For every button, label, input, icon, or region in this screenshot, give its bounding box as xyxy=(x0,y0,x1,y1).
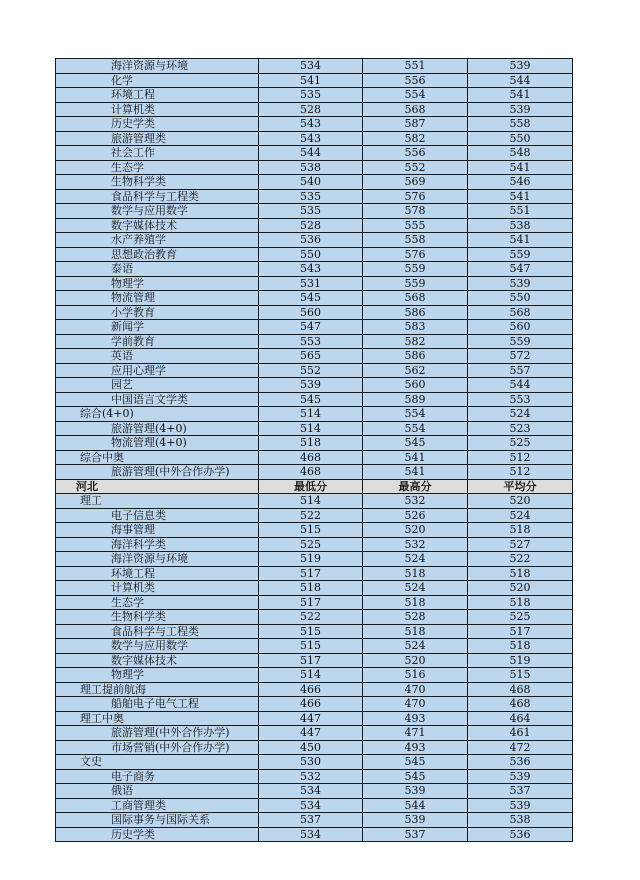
min-score-cell: 547 xyxy=(259,320,363,335)
table-row xyxy=(56,233,573,248)
table-row xyxy=(56,610,573,625)
min-score-cell: 539 xyxy=(259,378,363,393)
table-row xyxy=(56,421,573,436)
avg-score-cell: 536 xyxy=(468,827,573,842)
min-score-cell: 543 xyxy=(259,262,363,277)
major-name-cell: 旅游管理(4+0) xyxy=(56,421,259,436)
max-score-cell: 562 xyxy=(363,363,468,378)
max-score-cell: 560 xyxy=(363,378,468,393)
major-name-cell: 历史学类 xyxy=(56,827,259,842)
max-score-cell: 528 xyxy=(363,610,468,625)
max-score-cell: 532 xyxy=(363,494,468,509)
major-name-cell: 河北 xyxy=(56,479,259,494)
max-score-cell: 524 xyxy=(363,581,468,596)
min-score-cell: 544 xyxy=(259,146,363,161)
min-score-cell: 517 xyxy=(259,653,363,668)
max-score-cell: 558 xyxy=(363,233,468,248)
min-score-cell: 515 xyxy=(259,523,363,538)
avg-score-cell: 538 xyxy=(468,813,573,828)
major-name-cell: 生态学 xyxy=(56,160,259,175)
province-header-row xyxy=(56,479,573,494)
avg-score-cell: 524 xyxy=(468,407,573,422)
avg-score-cell: 546 xyxy=(468,175,573,190)
category-row xyxy=(56,711,573,726)
major-name-cell: 物理学 xyxy=(56,668,259,683)
table-row xyxy=(56,813,573,828)
max-score-cell: 569 xyxy=(363,175,468,190)
major-name-cell: 应用心理学 xyxy=(56,363,259,378)
major-name-cell: 环境工程 xyxy=(56,566,259,581)
avg-score-cell: 468 xyxy=(468,697,573,712)
avg-score-cell: 544 xyxy=(468,378,573,393)
avg-score-cell: 525 xyxy=(468,436,573,451)
max-score-cell: 532 xyxy=(363,537,468,552)
avg-score-cell: 541 xyxy=(468,88,573,103)
avg-score-cell: 538 xyxy=(468,218,573,233)
category-row xyxy=(56,407,573,422)
major-name-cell: 理工中奥 xyxy=(56,711,259,726)
major-name-cell: 生物科学类 xyxy=(56,175,259,190)
max-score-cell: 544 xyxy=(363,798,468,813)
avg-score-cell: 541 xyxy=(468,160,573,175)
min-score-cell: 466 xyxy=(259,682,363,697)
major-name-cell: 社会工作 xyxy=(56,146,259,161)
min-score-cell: 565 xyxy=(259,349,363,364)
table-row xyxy=(56,88,573,103)
min-score-cell: 552 xyxy=(259,363,363,378)
table-row xyxy=(56,117,573,132)
max-score-cell: 520 xyxy=(363,523,468,538)
major-name-cell: 旅游管理(中外合作办学) xyxy=(56,726,259,741)
table-row xyxy=(56,73,573,88)
table-row xyxy=(56,102,573,117)
avg-score-cell: 461 xyxy=(468,726,573,741)
table-row xyxy=(56,624,573,639)
major-name-cell: 食品科学与工程类 xyxy=(56,624,259,639)
max-score-cell: 576 xyxy=(363,189,468,204)
table-row xyxy=(56,146,573,161)
table-row xyxy=(56,697,573,712)
max-score-cell: 559 xyxy=(363,262,468,277)
major-name-cell: 理工 xyxy=(56,494,259,509)
max-score-cell: 518 xyxy=(363,566,468,581)
avg-score-cell: 557 xyxy=(468,363,573,378)
avg-score-cell: 539 xyxy=(468,769,573,784)
min-score-cell: 537 xyxy=(259,813,363,828)
major-name-cell: 学前教育 xyxy=(56,334,259,349)
avg-score-cell: 550 xyxy=(468,131,573,146)
min-score-cell: 447 xyxy=(259,726,363,741)
avg-score-cell: 472 xyxy=(468,740,573,755)
min-score-cell: 553 xyxy=(259,334,363,349)
table-row xyxy=(56,378,573,393)
major-name-cell: 综合(4+0) xyxy=(56,407,259,422)
max-score-cell: 583 xyxy=(363,320,468,335)
max-score-cell: 518 xyxy=(363,595,468,610)
max-score-cell: 552 xyxy=(363,160,468,175)
major-name-cell: 电子商务 xyxy=(56,769,259,784)
max-score-cell: 554 xyxy=(363,421,468,436)
major-name-cell: 海洋资源与环境 xyxy=(56,59,259,74)
major-name-cell: 小学教育 xyxy=(56,305,259,320)
major-name-cell: 旅游管理(中外合作办学) xyxy=(56,465,259,480)
min-score-cell: 519 xyxy=(259,552,363,567)
avg-score-cell: 517 xyxy=(468,624,573,639)
table-row xyxy=(56,508,573,523)
major-name-cell: 环境工程 xyxy=(56,88,259,103)
min-score-cell: 517 xyxy=(259,595,363,610)
min-score-cell: 515 xyxy=(259,624,363,639)
min-score-cell: 534 xyxy=(259,784,363,799)
table-row xyxy=(56,204,573,219)
table-row xyxy=(56,827,573,842)
major-name-cell: 生态学 xyxy=(56,595,259,610)
max-score-cell: 最高分 xyxy=(363,479,468,494)
avg-score-cell: 464 xyxy=(468,711,573,726)
min-score-cell: 534 xyxy=(259,59,363,74)
avg-score-cell: 548 xyxy=(468,146,573,161)
table-row xyxy=(56,349,573,364)
min-score-cell: 536 xyxy=(259,233,363,248)
avg-score-cell: 518 xyxy=(468,595,573,610)
avg-score-cell: 558 xyxy=(468,117,573,132)
max-score-cell: 586 xyxy=(363,305,468,320)
major-name-cell: 生物科学类 xyxy=(56,610,259,625)
major-name-cell: 理工提前航海 xyxy=(56,682,259,697)
max-score-cell: 470 xyxy=(363,682,468,697)
max-score-cell: 539 xyxy=(363,784,468,799)
avg-score-cell: 539 xyxy=(468,798,573,813)
major-name-cell: 计算机类 xyxy=(56,581,259,596)
table-row xyxy=(56,726,573,741)
major-name-cell: 电子信息类 xyxy=(56,508,259,523)
major-name-cell: 数字媒体技术 xyxy=(56,653,259,668)
avg-score-cell: 568 xyxy=(468,305,573,320)
table-row xyxy=(56,247,573,262)
table-row xyxy=(56,320,573,335)
min-score-cell: 540 xyxy=(259,175,363,190)
min-score-cell: 468 xyxy=(259,465,363,480)
score-table-sheet xyxy=(55,58,572,842)
avg-score-cell: 550 xyxy=(468,291,573,306)
category-row xyxy=(56,494,573,509)
major-name-cell: 物流管理(4+0) xyxy=(56,436,259,451)
table-row xyxy=(56,798,573,813)
max-score-cell: 568 xyxy=(363,102,468,117)
avg-score-cell: 560 xyxy=(468,320,573,335)
table-row xyxy=(56,363,573,378)
max-score-cell: 545 xyxy=(363,755,468,770)
max-score-cell: 493 xyxy=(363,711,468,726)
avg-score-cell: 512 xyxy=(468,450,573,465)
table-row xyxy=(56,566,573,581)
min-score-cell: 514 xyxy=(259,668,363,683)
min-score-cell: 530 xyxy=(259,755,363,770)
avg-score-cell: 515 xyxy=(468,668,573,683)
min-score-cell: 535 xyxy=(259,88,363,103)
table-row xyxy=(56,639,573,654)
max-score-cell: 587 xyxy=(363,117,468,132)
major-name-cell: 国际事务与国际关系 xyxy=(56,813,259,828)
table-row xyxy=(56,131,573,146)
min-score-cell: 535 xyxy=(259,189,363,204)
min-score-cell: 525 xyxy=(259,537,363,552)
max-score-cell: 555 xyxy=(363,218,468,233)
major-name-cell: 海洋科学类 xyxy=(56,537,259,552)
table-row xyxy=(56,653,573,668)
avg-score-cell: 518 xyxy=(468,566,573,581)
major-name-cell: 物理学 xyxy=(56,276,259,291)
major-name-cell: 工商管理类 xyxy=(56,798,259,813)
max-score-cell: 586 xyxy=(363,349,468,364)
avg-score-cell: 468 xyxy=(468,682,573,697)
max-score-cell: 524 xyxy=(363,552,468,567)
min-score-cell: 543 xyxy=(259,131,363,146)
major-name-cell: 化学 xyxy=(56,73,259,88)
major-name-cell: 计算机类 xyxy=(56,102,259,117)
min-score-cell: 518 xyxy=(259,436,363,451)
major-name-cell: 文史 xyxy=(56,755,259,770)
table-row xyxy=(56,465,573,480)
major-name-cell: 海事管理 xyxy=(56,523,259,538)
table-row xyxy=(56,175,573,190)
category-row xyxy=(56,450,573,465)
max-score-cell: 559 xyxy=(363,276,468,291)
max-score-cell: 537 xyxy=(363,827,468,842)
avg-score-cell: 537 xyxy=(468,784,573,799)
min-score-cell: 545 xyxy=(259,392,363,407)
max-score-cell: 582 xyxy=(363,334,468,349)
table-row xyxy=(56,334,573,349)
min-score-cell: 514 xyxy=(259,494,363,509)
min-score-cell: 534 xyxy=(259,798,363,813)
min-score-cell: 531 xyxy=(259,276,363,291)
major-name-cell: 中国语言文学类 xyxy=(56,392,259,407)
major-name-cell: 旅游管理类 xyxy=(56,131,259,146)
table-row xyxy=(56,668,573,683)
max-score-cell: 568 xyxy=(363,291,468,306)
min-score-cell: 514 xyxy=(259,407,363,422)
major-name-cell: 泰语 xyxy=(56,262,259,277)
max-score-cell: 541 xyxy=(363,465,468,480)
major-name-cell: 英语 xyxy=(56,349,259,364)
min-score-cell: 最低分 xyxy=(259,479,363,494)
major-name-cell: 思想政治教育 xyxy=(56,247,259,262)
avg-score-cell: 559 xyxy=(468,334,573,349)
avg-score-cell: 520 xyxy=(468,494,573,509)
avg-score-cell: 551 xyxy=(468,204,573,219)
min-score-cell: 447 xyxy=(259,711,363,726)
min-score-cell: 560 xyxy=(259,305,363,320)
table-row xyxy=(56,59,573,74)
min-score-cell: 550 xyxy=(259,247,363,262)
min-score-cell: 528 xyxy=(259,218,363,233)
major-name-cell: 水产养殖学 xyxy=(56,233,259,248)
table-row xyxy=(56,262,573,277)
table-row xyxy=(56,276,573,291)
table-row xyxy=(56,160,573,175)
table-row xyxy=(56,784,573,799)
major-name-cell: 市场营销(中外合作办学) xyxy=(56,740,259,755)
avg-score-cell: 523 xyxy=(468,421,573,436)
min-score-cell: 517 xyxy=(259,566,363,581)
avg-score-cell: 519 xyxy=(468,653,573,668)
table-row xyxy=(56,537,573,552)
max-score-cell: 545 xyxy=(363,769,468,784)
table-row xyxy=(56,552,573,567)
major-name-cell: 俄语 xyxy=(56,784,259,799)
max-score-cell: 578 xyxy=(363,204,468,219)
table-row xyxy=(56,595,573,610)
major-name-cell: 数学与应用数学 xyxy=(56,639,259,654)
max-score-cell: 541 xyxy=(363,450,468,465)
avg-score-cell: 541 xyxy=(468,189,573,204)
major-name-cell: 数学与应用数学 xyxy=(56,204,259,219)
avg-score-cell: 524 xyxy=(468,508,573,523)
table-row xyxy=(56,769,573,784)
min-score-cell: 468 xyxy=(259,450,363,465)
max-score-cell: 556 xyxy=(363,146,468,161)
max-score-cell: 493 xyxy=(363,740,468,755)
min-score-cell: 534 xyxy=(259,827,363,842)
avg-score-cell: 平均分 xyxy=(468,479,573,494)
avg-score-cell: 518 xyxy=(468,639,573,654)
max-score-cell: 539 xyxy=(363,813,468,828)
max-score-cell: 470 xyxy=(363,697,468,712)
max-score-cell: 516 xyxy=(363,668,468,683)
max-score-cell: 582 xyxy=(363,131,468,146)
min-score-cell: 518 xyxy=(259,581,363,596)
table-row xyxy=(56,740,573,755)
max-score-cell: 554 xyxy=(363,407,468,422)
category-row xyxy=(56,682,573,697)
table-row xyxy=(56,436,573,451)
table-row xyxy=(56,291,573,306)
avg-score-cell: 541 xyxy=(468,233,573,248)
avg-score-cell: 527 xyxy=(468,537,573,552)
avg-score-cell: 512 xyxy=(468,465,573,480)
min-score-cell: 450 xyxy=(259,740,363,755)
avg-score-cell: 536 xyxy=(468,755,573,770)
min-score-cell: 515 xyxy=(259,639,363,654)
major-name-cell: 历史学类 xyxy=(56,117,259,132)
avg-score-cell: 522 xyxy=(468,552,573,567)
max-score-cell: 551 xyxy=(363,59,468,74)
major-name-cell: 食品科学与工程类 xyxy=(56,189,259,204)
max-score-cell: 545 xyxy=(363,436,468,451)
avg-score-cell: 553 xyxy=(468,392,573,407)
major-name-cell: 数字媒体技术 xyxy=(56,218,259,233)
max-score-cell: 518 xyxy=(363,624,468,639)
avg-score-cell: 544 xyxy=(468,73,573,88)
max-score-cell: 589 xyxy=(363,392,468,407)
max-score-cell: 524 xyxy=(363,639,468,654)
table-row xyxy=(56,523,573,538)
min-score-cell: 543 xyxy=(259,117,363,132)
avg-score-cell: 539 xyxy=(468,102,573,117)
avg-score-cell: 518 xyxy=(468,523,573,538)
table-row xyxy=(56,305,573,320)
major-name-cell: 船舶电子电气工程 xyxy=(56,697,259,712)
avg-score-cell: 525 xyxy=(468,610,573,625)
avg-score-cell: 559 xyxy=(468,247,573,262)
avg-score-cell: 572 xyxy=(468,349,573,364)
max-score-cell: 556 xyxy=(363,73,468,88)
table-body xyxy=(56,59,573,842)
table-row xyxy=(56,218,573,233)
min-score-cell: 541 xyxy=(259,73,363,88)
major-name-cell: 园艺 xyxy=(56,378,259,393)
major-name-cell: 新闻学 xyxy=(56,320,259,335)
table-row xyxy=(56,581,573,596)
min-score-cell: 466 xyxy=(259,697,363,712)
avg-score-cell: 520 xyxy=(468,581,573,596)
max-score-cell: 520 xyxy=(363,653,468,668)
min-score-cell: 538 xyxy=(259,160,363,175)
table-row xyxy=(56,392,573,407)
min-score-cell: 522 xyxy=(259,610,363,625)
major-name-cell: 物流管理 xyxy=(56,291,259,306)
major-name-cell: 海洋资源与环境 xyxy=(56,552,259,567)
avg-score-cell: 539 xyxy=(468,276,573,291)
min-score-cell: 528 xyxy=(259,102,363,117)
max-score-cell: 576 xyxy=(363,247,468,262)
major-name-cell: 综合中奥 xyxy=(56,450,259,465)
admission-score-table xyxy=(55,58,573,842)
avg-score-cell: 539 xyxy=(468,59,573,74)
avg-score-cell: 547 xyxy=(468,262,573,277)
max-score-cell: 526 xyxy=(363,508,468,523)
max-score-cell: 471 xyxy=(363,726,468,741)
table-row xyxy=(56,189,573,204)
category-row xyxy=(56,755,573,770)
min-score-cell: 545 xyxy=(259,291,363,306)
min-score-cell: 535 xyxy=(259,204,363,219)
max-score-cell: 554 xyxy=(363,88,468,103)
min-score-cell: 514 xyxy=(259,421,363,436)
min-score-cell: 532 xyxy=(259,769,363,784)
min-score-cell: 522 xyxy=(259,508,363,523)
